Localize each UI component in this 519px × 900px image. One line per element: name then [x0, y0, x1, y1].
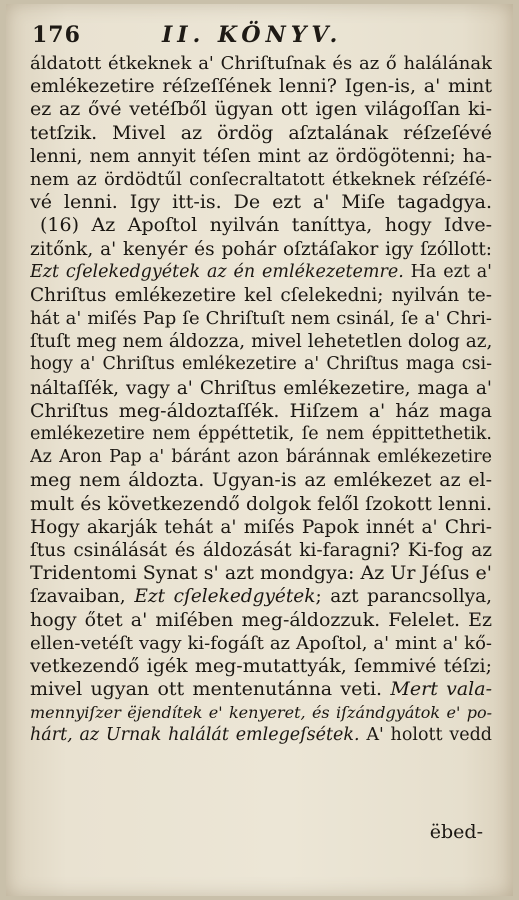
line-text: mennyiſzer ëjendítek e' kenyeret, és iſzándgyátok e' po- — [30, 703, 492, 723]
line-text: (16) Az Apoſtol nyilván taníttya, hogy Idve- — [40, 214, 492, 237]
text-line — [30, 469, 492, 492]
text-line — [30, 238, 492, 261]
line-text: zitőnk, a' kenyér és pohár oſztáſakor igy ſzóllott: — [30, 238, 492, 260]
page-number: 176 — [32, 22, 81, 48]
text-line — [30, 307, 492, 330]
line-text: Chriſtus emlékezetire kel cſelekedni; nyilván te- — [30, 284, 492, 306]
line-tail-text: A' holott vedd — [359, 725, 492, 746]
line-text: náltaſſék, vagy a' Chriſtus emlékezetire, maga a' — [30, 377, 492, 399]
line-text: Ezt cſelekedgyétek az én emlékezetemre. — [30, 261, 404, 282]
text-line — [30, 261, 492, 284]
text-line — [30, 52, 492, 75]
line-text: lenni, nem annyit téſen mint az ördögötenni; ha- — [30, 145, 492, 167]
text-line — [30, 539, 492, 562]
line-text: nem az ördödtűl conſecraltatott étkeknek réſzéſé- — [30, 168, 492, 190]
text-line — [30, 632, 492, 655]
text-line — [30, 353, 492, 376]
line-text: ſzavaiban, — [30, 586, 126, 608]
line-text: meg nem áldozta. Ugyan-is az emlékezet az el- — [30, 469, 492, 492]
text-line — [30, 145, 492, 168]
text-line — [30, 330, 492, 353]
body-text — [30, 52, 492, 748]
text-line — [30, 609, 492, 632]
catchword: ëbed- — [429, 821, 483, 843]
line-text: Tridentomi Synat s' azt mondgya: Az Ur Jéſus e' — [30, 562, 492, 585]
text-line — [30, 122, 492, 145]
line-text: Hogy akarják tehát a' miſés Papok innét a' Chri- — [30, 516, 492, 538]
line-text: áldatott étkeknek a' Chriſtuſnak és az ő halálának — [30, 53, 492, 74]
text-line — [30, 446, 492, 469]
line-text: emlékezetire nem éppéttetik, ſe nem éppittethetik. — [30, 424, 492, 444]
text-line — [30, 423, 492, 446]
text-line — [30, 214, 492, 237]
text-line — [30, 400, 492, 423]
line-text: tetſzik. Mivel az ördög aſztalának réſzeſévé — [30, 121, 492, 144]
text-line — [30, 284, 492, 307]
text-line — [30, 377, 492, 400]
line-text: hát a' miſés Pap ſe Chriſtuſt nem csinál, ſe a' Chri- — [30, 308, 492, 330]
line-text: Az Aron Pap a' báránt azon báránnak emlékezetire — [30, 447, 492, 468]
line-italic-text: Mert vala- — [390, 678, 492, 701]
line-text: hárt, az Urnak halálát emlegeſsétek. — [30, 725, 360, 746]
text-line — [30, 655, 492, 678]
page-header — [32, 22, 489, 52]
line-text: vé lenni. Igy itt-is. De ezt a' Miſe tagadgya. — [30, 191, 492, 214]
line-tail-text: ; azt parancsollya, — [315, 586, 492, 608]
line-text: hogy őtet a' miſében meg-áldozzuk. Felelet. Ez — [30, 608, 492, 631]
book-page — [6, 4, 513, 896]
text-line — [30, 562, 492, 585]
line-text: ez az ővé vetéſből ügyan ott igen világoſſan ki- — [30, 98, 492, 121]
line-text: ellen-vetéſt vagy ki-fogáſt az Apoſtol, a' mint a' kő- — [30, 632, 492, 654]
text-line — [30, 678, 492, 701]
line-text: Chriſtus meg-áldoztaſſék. Hiſzem a' ház maga — [30, 399, 492, 422]
text-line — [30, 516, 492, 539]
text-line — [30, 701, 492, 724]
line-text: mult és következendő dolgok felől ſzokott lenni. — [30, 492, 492, 515]
line-text: vetkezendő igék meg-mutattyák, ſemmivé téſzi; — [30, 654, 492, 677]
line-text: emlékezetire réſzeſſének lenni? Igen-is, a' mint — [30, 75, 492, 98]
text-line — [30, 724, 492, 747]
text-line — [30, 168, 492, 191]
text-line — [30, 585, 492, 608]
text-line — [30, 98, 492, 121]
line-text: ſtuſt meg nem áldozza, mivel lehetetlen dolog az, — [30, 331, 492, 353]
running-head: II. KÖNYV. — [162, 22, 343, 48]
line-italic-text: Ezt cſelekedgyétek — [134, 586, 316, 608]
text-line — [30, 493, 492, 516]
line-text: mivel ugyan ott mentenutánna veti. — [30, 678, 383, 701]
text-line — [30, 191, 492, 214]
line-text: hogy a' Chriſtus emlékezetire a' Chriſtus maga csi- — [30, 354, 492, 375]
line-tail-text: Ha ezt a' — [403, 261, 492, 282]
text-line — [30, 75, 492, 98]
line-text: ſtus csinálását és áldozását ki-faragni? Ki-fog az — [30, 539, 492, 561]
